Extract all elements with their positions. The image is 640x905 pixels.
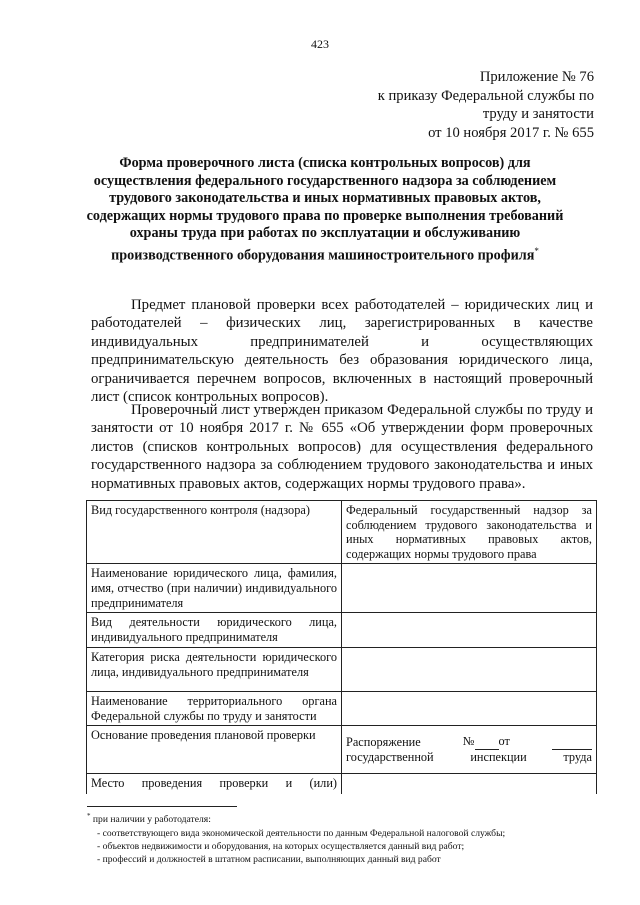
order-label: Распоряжение — [346, 735, 421, 750]
table-row — [87, 774, 597, 794]
inspection-text: государственной инспекции труда — [346, 749, 592, 764]
number-blank[interactable] — [475, 734, 499, 750]
title-text: Форма проверочного листа (списка контрольных вопросов) для осуществления федерального государственного надзора за соблюдением трудового законодательства и иных нормативных правовых актов, содержащих нормы трудового права по проверке выполнения требований охраны труда при работах по эксплуатации и обслуживанию производственного оборудования машиностроительного профиля — [86, 155, 564, 264]
page-number: 423 — [311, 37, 329, 51]
row-value — [342, 726, 597, 774]
row-value[interactable] — [342, 774, 597, 794]
table-row — [87, 501, 597, 564]
row-value[interactable] — [342, 564, 597, 613]
row-label: Категория риска деятельности юридического лица, индивидуального предпринимателя — [87, 648, 342, 692]
table-row — [87, 648, 597, 692]
paragraph: Проверочный лист утвержден приказом Федеральной службы по труду и занятости от 10 ноября 2017 г. № 655 «Об утверждении форм проверочных листов (списков контрольных вопросов) для осуществления федерального государственного надзора за соблюдением трудового законодательства и иных нормативных правовых актов, содержащих нормы трудового права». — [91, 402, 593, 492]
date-label: от — [498, 734, 510, 749]
footnote-item: - соответствующего вида экономической деятельности по данным Федеральной налоговой службы; — [97, 827, 506, 839]
footnote-mark: * — [534, 245, 539, 256]
paragraph: Предмет плановой проверки всех работодателей – юридических лиц и работодателей – физических лиц, зарегистрированных в качестве индивидуальных предпринимателей и осуществляющих предпринимательскую деятельность без образования юридического лица, ограничивается перечнем вопросов, включенных в настоящий проверочный лист (список контрольных вопросов). — [91, 297, 593, 406]
row-label: Вид деятельности юридического лица, индивидуального предпринимателя — [87, 613, 342, 648]
date-blank[interactable] — [552, 734, 592, 750]
document-title — [85, 155, 565, 265]
footnote-item: - объектов недвижимости и оборудования, на которых осуществляется данный вид работ; — [97, 841, 465, 852]
appendix-header — [378, 68, 594, 142]
row-value: Федеральный государственный надзор за соблюдением трудового законодательства и иных нормативных правовых актов, содержащих нормы трудового права — [342, 501, 597, 564]
appendix-line: Приложение № 76 — [479, 69, 594, 85]
footnote-mark: * — [87, 812, 91, 820]
row-value[interactable] — [342, 692, 597, 726]
row-label: Основание проведения плановой проверки — [87, 726, 342, 774]
appendix-line: к приказу Федеральной службы по — [377, 87, 594, 104]
table-row — [87, 564, 597, 613]
row-label: Вид государственного контроля (надзора) — [87, 501, 342, 564]
row-label: Наименование юридического лица, фамилия, имя, отчество (при наличии) индивидуального предпринимателя — [87, 564, 342, 613]
row-label: Место проведения проверки и (или) — [87, 774, 342, 794]
footnote-item: - профессий и должностей в штатном расписании, выполняющих данный вид работ — [97, 854, 441, 866]
row-value[interactable] — [342, 648, 597, 692]
appendix-line: труду и занятости — [482, 106, 594, 122]
table-row — [87, 692, 597, 726]
table-row — [87, 613, 597, 648]
number-label: № — [462, 734, 475, 749]
control-table — [86, 500, 597, 794]
appendix-line: от 10 ноября 2017 г. № 655 — [428, 124, 594, 141]
row-value[interactable] — [342, 613, 597, 648]
row-label: Наименование территориального органа Федеральной службы по труду и занятости — [87, 692, 342, 726]
footnote — [87, 810, 607, 867]
footnote-divider — [87, 806, 237, 807]
table-row — [87, 726, 597, 774]
footnote-intro: при наличии у работодателя: — [92, 814, 211, 826]
